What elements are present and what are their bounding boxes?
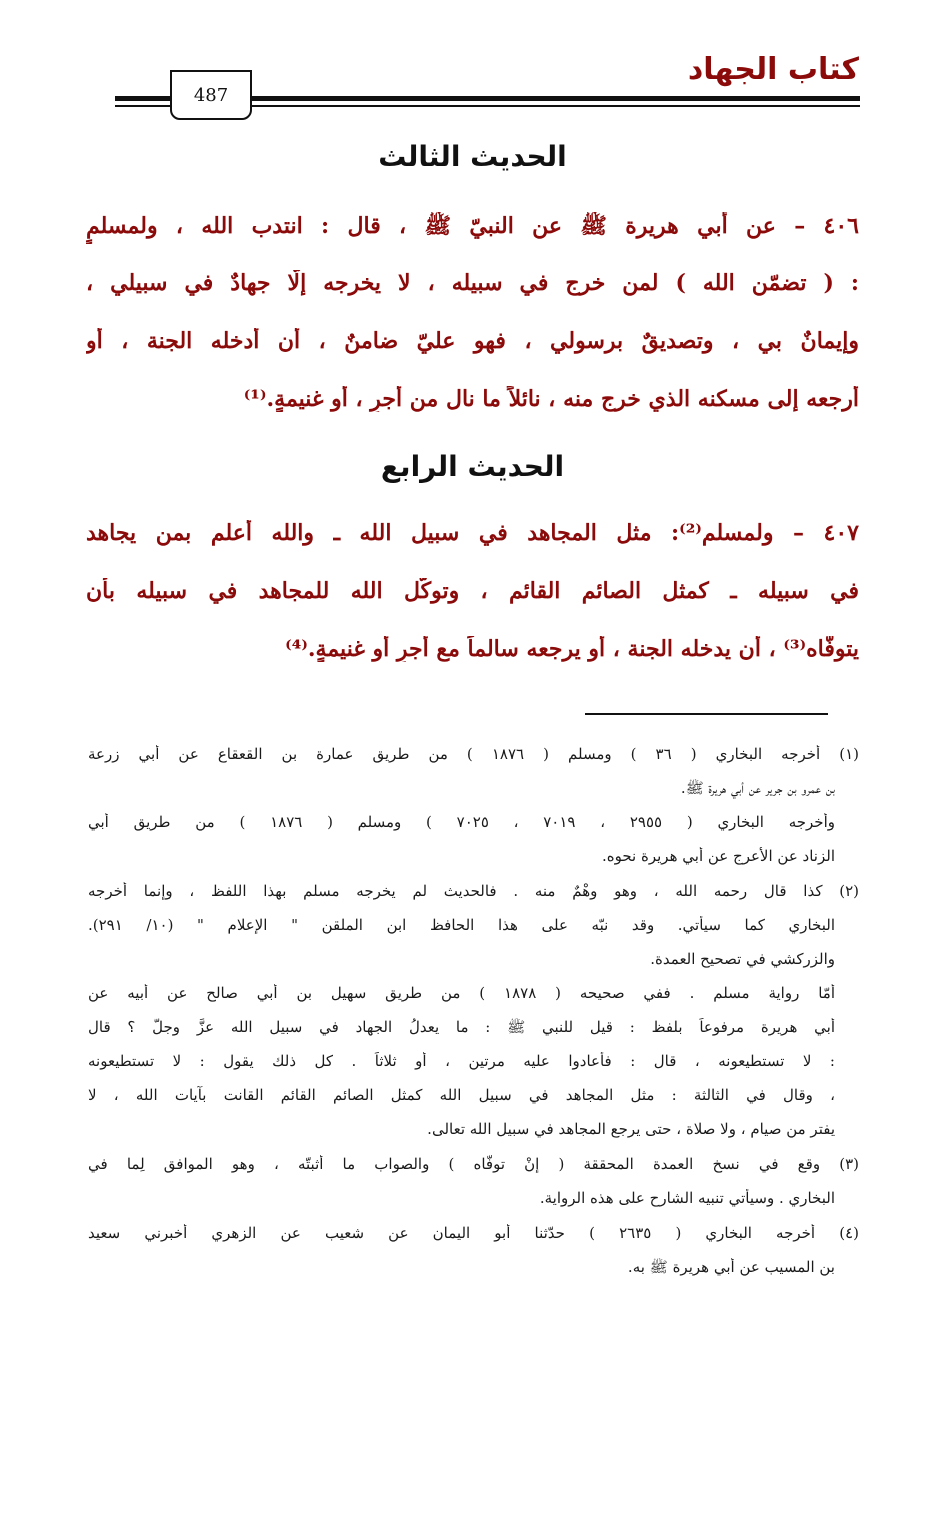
- footnote-line: البخاري . وسيأتي تنبيه الشارح على هذه الرواية.: [539, 1189, 835, 1207]
- footnote-line: (١) أخرجه البخاري ( ٣٦ ) ومسلم ( ١٨٧٦ ) من طريق عمارة بن القعقاع عن أبي زرعة: [88, 745, 859, 763]
- footnote-line: الزناد عن الأعرج عن أبي هريرة نحوه.: [602, 847, 835, 865]
- footnote-line: : لا تستطيعونه ، قال : فأعادوا عليه مرتين ، أو ثلاثاً . كل ذلك يقول : لا تستطيعونه: [88, 1052, 835, 1070]
- footnote-line: ، وقال في الثالثة : مثل المجاهد في سبيل الله كمثل الصائم القائم القانت بآيات الله ، لا: [88, 1086, 835, 1104]
- footnote-line: يفتر من صيام ، ولا صلاة ، حتى يرجع المجاهد في سبيل الله تعالى.: [427, 1120, 835, 1138]
- footnote-separator: [585, 713, 828, 715]
- section-title: الحديث الرابع: [380, 450, 565, 483]
- hadith-line: أُرجعه إلى مسكنه الذي خرج منه ، نائلاً ما نال من أجرٍ ، أو غنيمةٍ.⁽¹⁾: [243, 386, 859, 412]
- hadith-line: : ( تضمّن الله ) لمن خرج في سبيله ، لا يخرجه إلّا جهادٌ في سبيلي ،: [86, 270, 859, 296]
- hadith-line: ٤٠٦ – عن أبي هريرة ﷺ عن النبيّ ﷺ ، قال : انتدب الله ، ولمسلمٍ: [86, 213, 859, 239]
- footnote-line: (٢) كذا قال رحمه الله ، وهو وهْمٌ منه . فالحديث لم يخرجه مسلم بهذا اللفظ ، وإنما أخرجه: [88, 882, 859, 900]
- hadith-line: يتوفّاه⁽³⁾ ، أن يدخله الجنة ، أو يرجعه سالماً مع أجرٍ أو غنيمةٍ.⁽⁴⁾: [285, 636, 859, 662]
- footnote-line: والزركشي في تصحيح العمدة.: [650, 950, 835, 968]
- hadith-line: في سبيله ـ كمثل الصائم القائم ، وتوكّل الله للمجاهد في سبيله بأن: [86, 578, 859, 604]
- footnote-line: أبي هريرة مرفوعاً بلفظ : قيل للنبي ﷺ : ما يعدلُ الجهاد في سبيل الله عزَّ وجلَّ ؟ قال: [88, 1018, 835, 1036]
- hadith-line: وإيمانٌ بي ، وتصديقٌ برسولي ، فهو عليّ ضامنٌ ، أن أُدخله الجنة ، أو: [86, 328, 859, 354]
- footnote-line: أمّا رواية مسلم . ففي صحيحه ( ١٨٧٨ ) من طريق سهيل بن أبي صالح عن أبيه عن: [88, 984, 835, 1002]
- book-title: كتاب الجهاد: [687, 52, 859, 87]
- page-number: 487: [193, 84, 229, 106]
- footnote-line: (٤) أخرجه البخاري ( ٢٦٣٥ ) حدّثنا أبو اليمان عن شعيب عن الزهري أخبرني سعيد: [88, 1224, 859, 1242]
- footnote-line: (٣) وقع في نسخ العمدة المحققة ( إنْ توفّاه ) والصواب ما أثبتّه ، وهو الموافق لِما في: [88, 1155, 859, 1173]
- hadith-line: ٤٠٧ – ولمسلمٍ⁽²⁾: مثل المجاهد في سبيل الله ـ والله أعلم بمن يجاهد: [86, 520, 859, 546]
- footnote-line: وأخرجه البخاري ( ٢٩٥٥ ، ٧٠١٩ ، ٧٠٢٥ ) ومسلم ( ١٨٧٦ ) من طريق أبي: [88, 813, 835, 831]
- page-number-box: [170, 70, 252, 120]
- footnote-line: بن المسيب عن أبي هريرة ﷺ به.: [627, 1258, 835, 1276]
- footnote-line: البخاري كما سيأتي. وقد نبّه على هذا الحافظ ابن الملقن " الإعلام " (١٠/ ٢٩١).: [88, 916, 835, 934]
- footnote-line: بن عمرو بن جرير عن أبي هريرة ﷺ.: [680, 779, 835, 797]
- section-title: الحديث الثالث: [378, 140, 567, 173]
